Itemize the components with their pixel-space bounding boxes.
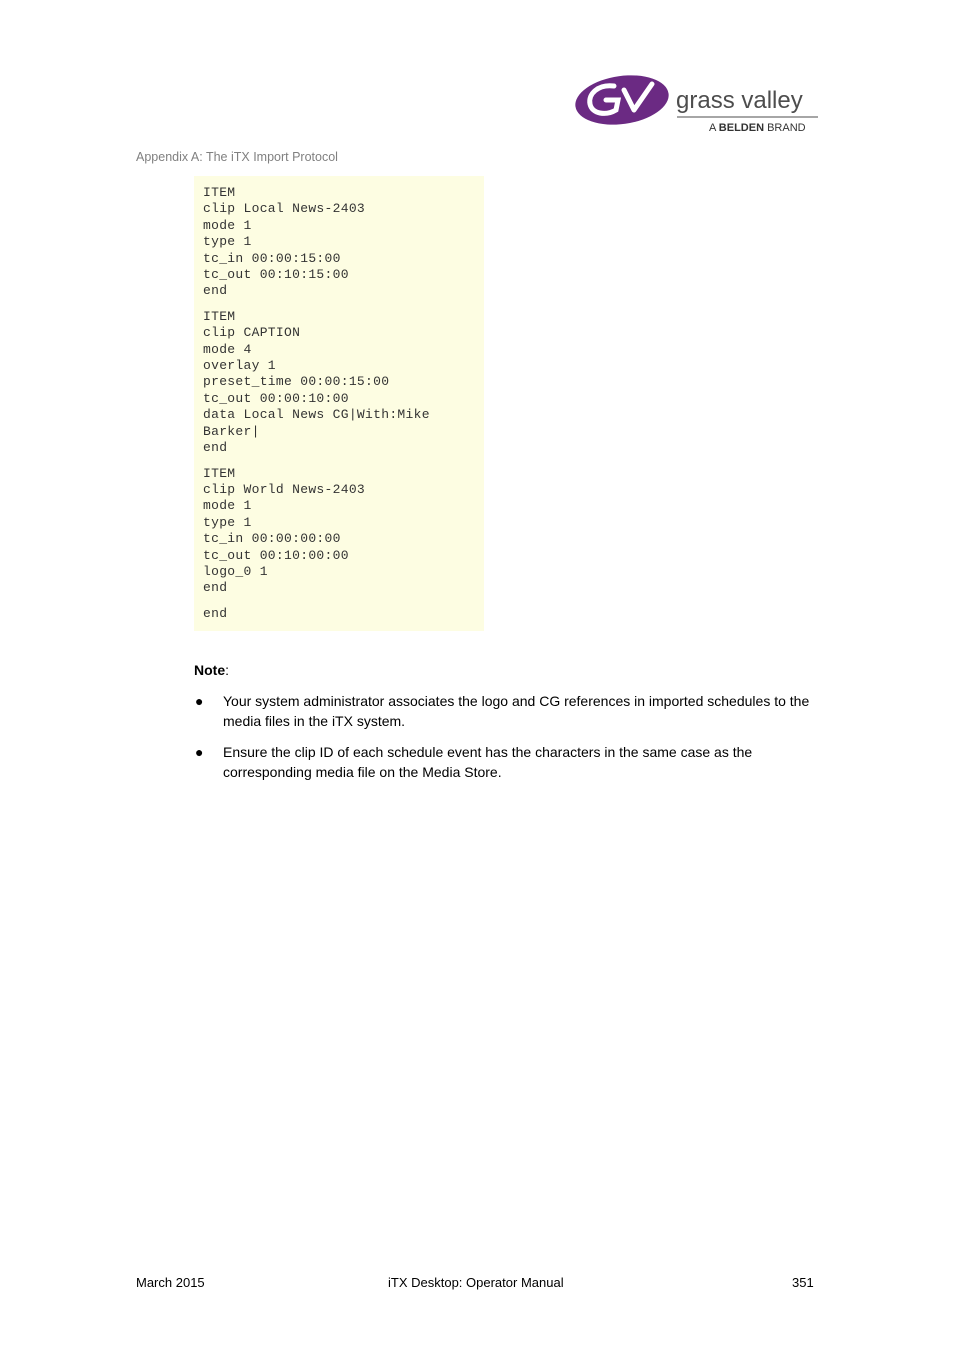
code-sample xyxy=(194,176,484,631)
code-line: end xyxy=(203,580,228,596)
code-line: logo_0 1 xyxy=(203,563,268,579)
list-item xyxy=(194,743,824,782)
note-bullet-list xyxy=(194,692,824,794)
code-line: clip CAPTION xyxy=(203,325,301,341)
code-line: tc_out 00:00:10:00 xyxy=(203,390,349,406)
bullet-text: Ensure the clip ID of each schedule event has the characters in the same case as the corresponding media file on the Media Store. xyxy=(223,744,753,780)
code-line: end xyxy=(203,283,228,299)
footer-date: March 2015 xyxy=(136,1275,205,1290)
code-line: Barker| xyxy=(203,423,260,439)
bullet-icon: ● xyxy=(195,744,204,760)
code-line: end xyxy=(203,440,228,456)
grass-valley-logo xyxy=(574,72,820,134)
code-line: ITEM xyxy=(203,465,236,481)
code-line: tc_out 00:10:15:00 xyxy=(203,267,349,283)
code-line: overlay 1 xyxy=(203,358,276,374)
code-group xyxy=(203,466,484,597)
code-line: tc_in 00:00:15:00 xyxy=(203,250,341,266)
section-breadcrumb: Appendix A: The iTX Import Protocol xyxy=(136,150,338,164)
code-line: type 1 xyxy=(203,514,252,530)
code-group xyxy=(203,606,484,622)
code-line: mode 1 xyxy=(203,217,252,233)
brand-wordmark: grass valley xyxy=(676,87,803,114)
code-line: clip Local News-2403 xyxy=(203,201,366,217)
bullet-text: Your system administrator associates the logo and CG references in imported schedules to the media files in the iTX system. xyxy=(223,693,810,729)
code-line: tc_out 00:10:00:00 xyxy=(203,547,349,563)
code-line: data Local News CG|With:Mike xyxy=(203,407,430,423)
svg-text:A BELDEN BRAND: A BELDEN BRAND xyxy=(709,122,806,134)
bullet-icon: ● xyxy=(195,693,204,709)
code-line: mode 1 xyxy=(203,498,252,514)
code-group xyxy=(203,309,484,457)
code-line: preset_time 00:00:15:00 xyxy=(203,374,390,390)
list-item xyxy=(194,692,824,731)
footer-title: iTX Desktop: Operator Manual xyxy=(388,1275,564,1290)
note-label: Note xyxy=(194,662,226,678)
code-group xyxy=(203,185,484,300)
code-line: tc_in 00:00:00:00 xyxy=(203,531,341,547)
code-line: clip World News-2403 xyxy=(203,481,366,497)
note-colon: : xyxy=(225,662,230,678)
code-line: end xyxy=(203,605,228,621)
code-line: type 1 xyxy=(203,234,252,250)
code-line: ITEM xyxy=(203,185,236,200)
page-number: 351 xyxy=(792,1275,814,1290)
note-heading xyxy=(194,662,229,678)
code-line: mode 4 xyxy=(203,341,252,357)
code-line: ITEM xyxy=(203,308,236,324)
